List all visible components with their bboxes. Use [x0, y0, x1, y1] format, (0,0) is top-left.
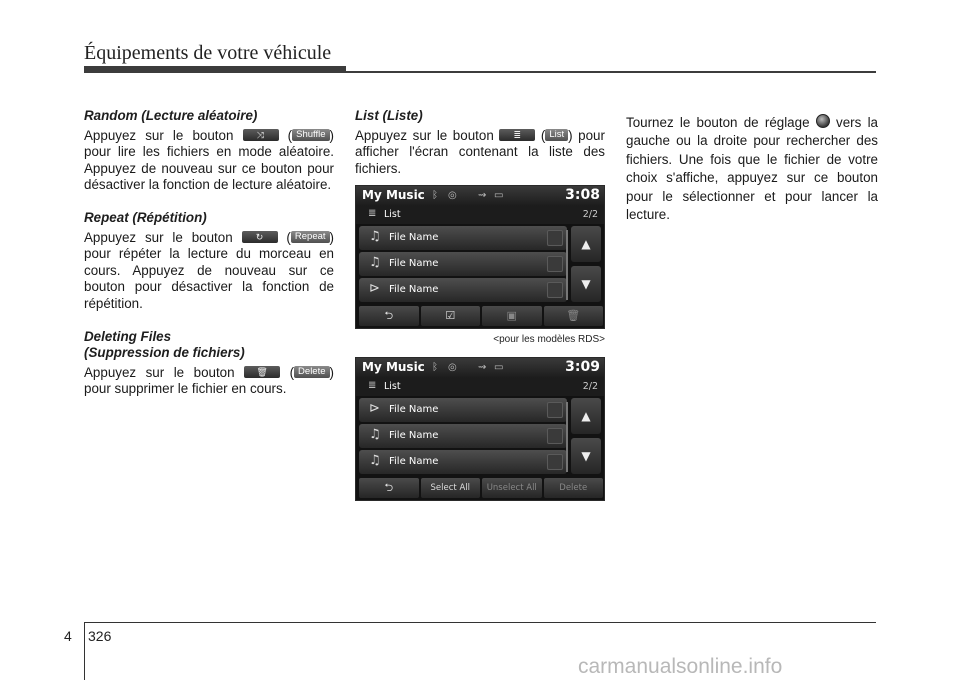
delete-paragraph: Appuyez sur le bouton 🗑 ( Delete ) pour supprimer le fichier en cours. — [84, 364, 334, 397]
screen-list-label: List — [384, 209, 401, 220]
random-paragraph: Appuyez sur le bouton ⤨ ( Shuffle ) pour lire les fichiers en mode aléatoire. Appuyez de nouveau sur ce bouton pour désactiver la fonction de lecture aléatoire. — [84, 127, 334, 193]
scroll-down-button[interactable]: ▼ — [571, 266, 601, 302]
play-circle-icon: ⊳ — [369, 401, 380, 416]
music-note-icon: ♫ — [369, 229, 381, 244]
file-name: File Name — [389, 456, 439, 467]
file-row[interactable] — [359, 252, 567, 276]
scroll-down-button[interactable]: ▼ — [571, 438, 601, 474]
file-checkbox[interactable] — [547, 428, 563, 444]
bluetooth-icon: ᛒ — [432, 190, 438, 201]
delete-section-title-1: Deleting Files — [84, 328, 172, 344]
file-row[interactable] — [359, 424, 567, 448]
screen-caption: <pour les modèles RDS> — [493, 334, 605, 345]
repeat-paragraph: Appuyez sur le bouton ↻ ( Repeat ) pour répéter la lecture du morceau en cours. Appuyez de nouveau sur ce bouton pour désactiver la fonction de répétition. — [84, 229, 334, 311]
scroll-up-button[interactable]: ▲ — [571, 398, 601, 434]
music-screen-list — [355, 185, 605, 329]
random-section-title: Random (Lecture aléatoire) — [84, 108, 258, 123]
file-checkbox[interactable] — [547, 454, 563, 470]
delete-button[interactable]: Delete — [544, 478, 604, 498]
delete-text-2: pour supprimer le fichier en cours. — [84, 381, 287, 397]
list-text-1: Appuyez sur le bouton — [355, 127, 494, 143]
status-circle-icon: ◎ — [448, 190, 457, 201]
tune-knob-paragraph — [626, 114, 878, 224]
page-number: 326 — [88, 628, 112, 644]
list-scrollbar[interactable] — [566, 402, 568, 472]
trash-icon: 🗑 — [244, 366, 280, 378]
watermark: carmanualsonline.info — [578, 655, 783, 678]
file-row[interactable] — [359, 450, 567, 474]
list-icon: ≣ — [499, 129, 535, 141]
select-all-button[interactable]: Select All — [421, 478, 481, 498]
file-row[interactable] — [359, 278, 567, 302]
right-column — [626, 108, 878, 224]
screen-bottom-bar — [359, 478, 603, 498]
shuffle-button-label: Shuffle — [292, 129, 329, 141]
list-icon: ≣ — [368, 208, 377, 219]
scroll-up-button[interactable]: ▲ — [571, 226, 601, 262]
ipod-icon: ▭ — [494, 190, 504, 201]
chapter-number: 4 — [64, 628, 72, 644]
footer-divider — [84, 622, 85, 680]
random-text-1: Appuyez sur le bouton — [84, 127, 234, 143]
screen-page-indicator: 2/2 — [582, 209, 598, 220]
file-row[interactable] — [359, 226, 567, 250]
shuffle-icon: ⤨ — [243, 129, 279, 141]
delete-section-title-2: (Suppression de fichiers) — [84, 345, 245, 361]
file-checkbox[interactable] — [547, 402, 563, 418]
play-circle-icon: ⊳ — [369, 281, 380, 296]
list-icon: ≣ — [368, 380, 377, 391]
left-column — [84, 108, 334, 398]
status-circle-icon: ◎ — [448, 362, 457, 373]
list-scrollbar[interactable] — [566, 230, 568, 300]
tune-knob-icon — [816, 114, 830, 128]
footer-rule — [84, 622, 876, 623]
file-name: File Name — [389, 430, 439, 441]
repeat-text-1: Appuyez sur le bouton — [84, 229, 233, 245]
screen-title: My Music — [362, 360, 425, 374]
delete-button-label: Delete — [294, 366, 329, 378]
music-note-icon: ♫ — [369, 453, 381, 468]
music-screen-delete — [355, 357, 605, 501]
screen-bottom-bar — [359, 306, 603, 326]
trash-button[interactable]: 🗑 — [544, 306, 604, 326]
screen-page-indicator: 2/2 — [582, 381, 598, 392]
tune-text-1: Tournez le bouton de réglage — [626, 115, 810, 130]
delete-text-1: Appuyez sur le bouton — [84, 364, 235, 380]
file-checkbox[interactable] — [547, 256, 563, 272]
file-name: File Name — [389, 258, 439, 269]
file-checkbox[interactable] — [547, 282, 563, 298]
unselect-all-button[interactable]: Unselect All — [482, 478, 542, 498]
ipod-icon: ▭ — [494, 362, 504, 373]
repeat-text-2: pour répéter la lecture du morceau en cours. Appuyez de nouveau sur ce bouton pour désactiver la fonction de répétition. — [84, 246, 334, 311]
music-note-icon: ♫ — [369, 255, 381, 270]
unselect-button[interactable]: ▣ — [482, 306, 542, 326]
file-name: File Name — [389, 232, 439, 243]
screen-topbar — [356, 186, 604, 206]
page-header-title: Équipements de votre véhicule — [84, 42, 332, 64]
screen-topbar — [356, 358, 604, 378]
header-rule — [84, 71, 876, 73]
list-text-2: pour afficher l'écran contenant la liste des fichiers. — [355, 127, 605, 176]
file-checkbox[interactable] — [547, 230, 563, 246]
screen-title: My Music — [362, 188, 425, 202]
usb-icon: ⇝ — [478, 362, 487, 373]
repeat-icon: ↻ — [242, 231, 278, 243]
list-button-label: List — [545, 129, 568, 141]
repeat-section-title: Repeat (Répétition) — [84, 209, 207, 225]
usb-icon: ⇝ — [478, 190, 487, 201]
screen-clock: 3:09 — [565, 359, 600, 375]
back-button[interactable]: ⮌ — [359, 478, 419, 498]
screen-subbar — [356, 378, 604, 396]
random-text-2: pour lire les fichiers en mode aléatoire. Appuyez de nouveau sur ce bouton pour désactiver la fonction de lecture aléatoire. — [84, 144, 334, 193]
screen-subbar — [356, 206, 604, 224]
select-check-button[interactable]: ☑ — [421, 306, 481, 326]
list-section-title: List (Liste) — [355, 108, 423, 123]
back-button[interactable]: ⮌ — [359, 306, 419, 326]
file-name: File Name — [389, 284, 439, 295]
screen-clock: 3:08 — [565, 187, 600, 203]
file-name: File Name — [389, 404, 439, 415]
file-row[interactable] — [359, 398, 567, 422]
bluetooth-icon: ᛒ — [432, 362, 438, 373]
repeat-button-label: Repeat — [291, 231, 330, 243]
list-paragraph: Appuyez sur le bouton ≣ ( List ) pour afficher l'écran contenant la liste des fichiers. — [355, 127, 605, 176]
tune-text-2: vers la gauche ou la droite pour rechercher des fichiers. Une fois que le fichier de votre choix s'affiche, appuyez sur ce bouton pour le sélectionner et pour lancer la lecture. — [626, 115, 878, 223]
middle-column — [355, 108, 605, 177]
music-note-icon: ♫ — [369, 427, 381, 442]
screen-list-label: List — [384, 381, 401, 392]
